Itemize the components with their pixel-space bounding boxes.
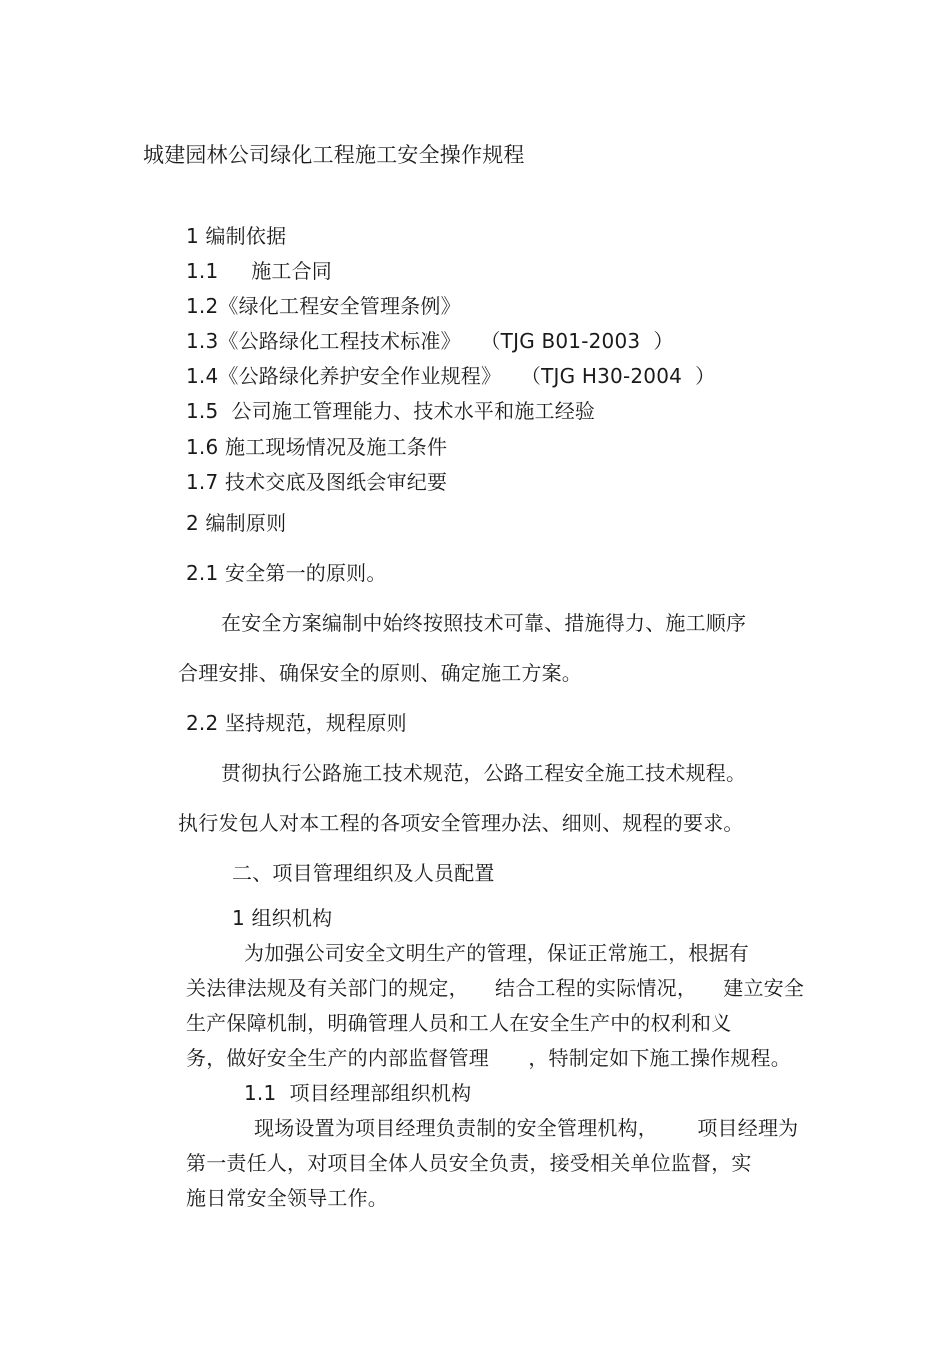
- list-item: 1.4《公路绿化养护安全作业规程》 （TJG H30-2004 ）: [186, 364, 716, 388]
- list-item: 1.5 公司施工管理能力、技术水平和施工经验: [186, 399, 596, 423]
- subsection-heading: 2.1 安全第一的原则。: [186, 561, 387, 585]
- paragraph-line: 在安全方案编制中始终按照技术可靠、措施得力、施工顺序: [221, 611, 747, 635]
- chapter-heading: 二、项目管理组织及人员配置: [232, 861, 495, 885]
- section-heading: 1 编制依据: [186, 224, 287, 248]
- subsection-heading: 1 组织机构: [232, 906, 333, 930]
- document-title: 城建园林公司绿化工程施工安全操作规程: [143, 143, 525, 167]
- paragraph-line: 合理安排、确保安全的原则、确定施工方案。: [178, 661, 582, 685]
- paragraph-line: 关法律法规及有关部门的规定， 结合工程的实际情况， 建立安全: [186, 976, 805, 1000]
- list-item: 1.1 施工合同: [186, 259, 332, 283]
- subsection-heading: 2.2 坚持规范，规程原则: [186, 711, 407, 735]
- paragraph-line: 务，做好安全生产的内部监督管理 ，特制定如下施工操作规程。: [186, 1046, 791, 1070]
- paragraph-line: 执行发包人对本工程的各项安全管理办法、细则、规程的要求。: [178, 811, 744, 835]
- subsection-heading: 1.1 项目经理部组织机构: [244, 1081, 472, 1105]
- list-item: 1.6 施工现场情况及施工条件: [186, 435, 448, 459]
- paragraph-line: 现场设置为项目经理负责制的安全管理机构， 项目经理为: [254, 1116, 799, 1140]
- paragraph-line: 为加强公司安全文明生产的管理，保证正常施工，根据有: [244, 941, 749, 965]
- list-item: 1.2《绿化工程安全管理条例》: [186, 294, 461, 318]
- paragraph-line: 施日常安全领导工作。: [186, 1186, 388, 1210]
- list-item: 1.3《公路绿化工程技术标准》 （TJG B01-2003 ）: [186, 329, 674, 353]
- section-heading: 2 编制原则: [186, 511, 287, 535]
- paragraph-line: 贯彻执行公路施工技术规范，公路工程安全施工技术规程。: [221, 761, 747, 785]
- paragraph-line: 第一责任人，对项目全体人员安全负责，接受相关单位监督，实: [186, 1151, 752, 1175]
- list-item: 1.7 技术交底及图纸会审纪要: [186, 470, 448, 494]
- paragraph-line: 生产保障机制，明确管理人员和工人在安全生产中的权利和义: [186, 1011, 732, 1035]
